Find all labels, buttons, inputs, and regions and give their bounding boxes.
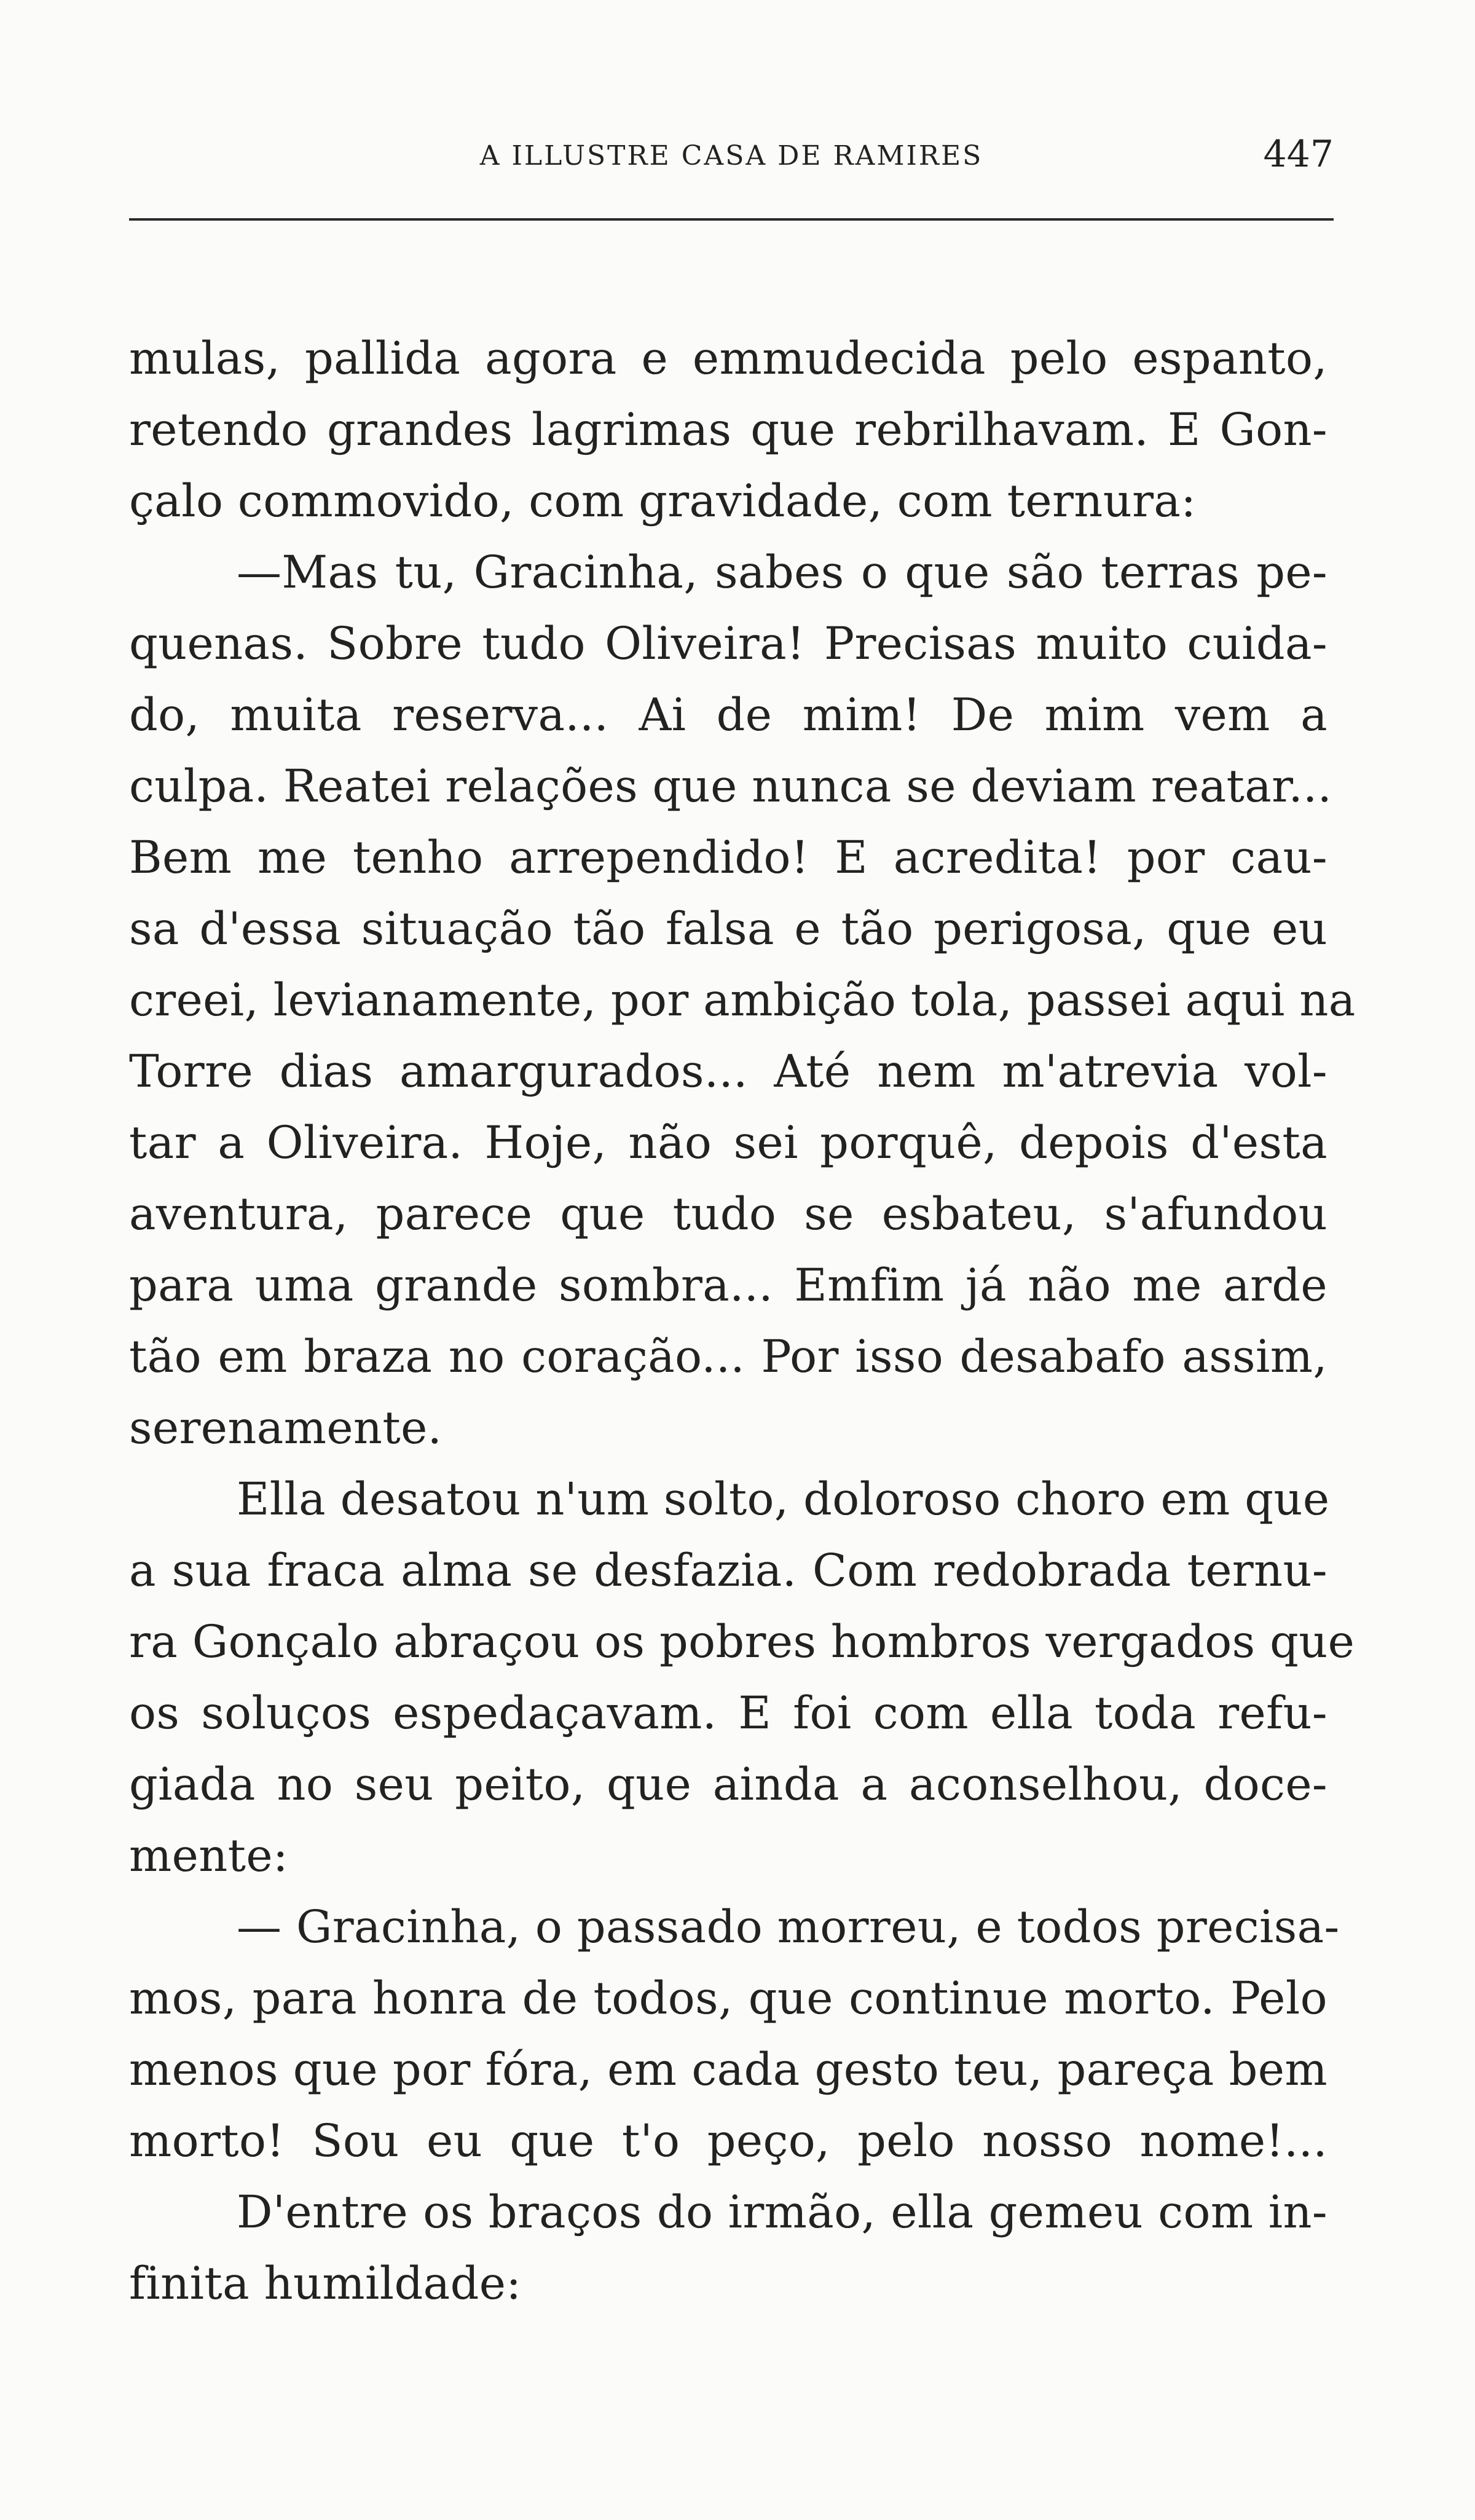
- text-line: giada no seu peito, que ainda a aconselhou, doce-: [129, 1758, 1328, 1811]
- text-line: — Gracinha, o passado morreu, e todos precisa-: [237, 1901, 1340, 1953]
- text-line: mos, para honra de todos, que continue morto. Pelo: [129, 1972, 1328, 2025]
- text-line: os soluços espedaçavam. E foi com ella toda refu-: [129, 1687, 1328, 1739]
- text-line: creei, levianamente, por ambição tola, passei aqui na: [129, 974, 1356, 1026]
- text-line: sa d'essa situação tão falsa e tão perigosa, que eu: [129, 903, 1328, 955]
- text-line: mente:: [129, 1830, 288, 1882]
- text-line: retendo grandes lagrimas que rebrilhavam. E Gon-: [129, 404, 1328, 456]
- text-line: culpa. Reatei relações que nunca se deviam reatar...: [129, 760, 1332, 813]
- text-line: tar a Oliveira. Hoje, não sei porquê, depois d'esta: [129, 1117, 1328, 1169]
- text-line: —Mas tu, Gracinha, sabes o que são terras pe-: [237, 546, 1328, 599]
- text-line: aventura, parece que tudo se esbateu, s'afundou: [129, 1188, 1328, 1240]
- text-line: Ella desatou n'um solto, doloroso choro em que: [237, 1473, 1330, 1526]
- text-line: çalo commovido, com gravidade, com ternura:: [129, 475, 1197, 527]
- running-head: [129, 133, 1334, 176]
- text-line: quenas. Sobre tudo Oliveira! Precisas muito cuida-: [129, 618, 1328, 670]
- text-line: morto! Sou eu que t'o peço, pelo nosso nome!...: [129, 2115, 1328, 2167]
- text-line: Torre dias amargurados... Até nem m'atrevia vol-: [129, 1045, 1328, 1098]
- text-line: tão em braza no coração... Por isso desabafo assim,: [129, 1331, 1328, 1383]
- body-text: [129, 323, 1356, 2320]
- header-rule: [129, 218, 1334, 221]
- text-line: a sua fraca alma se desfazia. Com redobrada ternu-: [129, 1545, 1328, 1597]
- page-number: 447: [1263, 133, 1334, 176]
- text-line: do, muita reserva... Ai de mim! De mim vem a: [129, 689, 1328, 741]
- text-line: menos que por fóra, em cada gesto teu, pareça bem: [129, 2044, 1328, 2096]
- text-line: Bem me tenho arrependido! E acredita! por cau-: [129, 832, 1328, 884]
- text-line: para uma grande sombra... Emfim já não me arde: [129, 1259, 1328, 1312]
- running-title: A ILLUSTRE CASA DE RAMIRES: [479, 140, 983, 171]
- text-line: finita humildade:: [129, 2258, 522, 2310]
- text-line: mulas, pallida agora e emmudecida pelo espanto,: [129, 333, 1328, 385]
- text-line: D'entre os braços do irmão, ella gemeu com in-: [237, 2186, 1328, 2238]
- text-line: serenamente.: [129, 1402, 442, 1454]
- text-line: ra Gonçalo abraçou os pobres hombros vergados que: [129, 1616, 1355, 1668]
